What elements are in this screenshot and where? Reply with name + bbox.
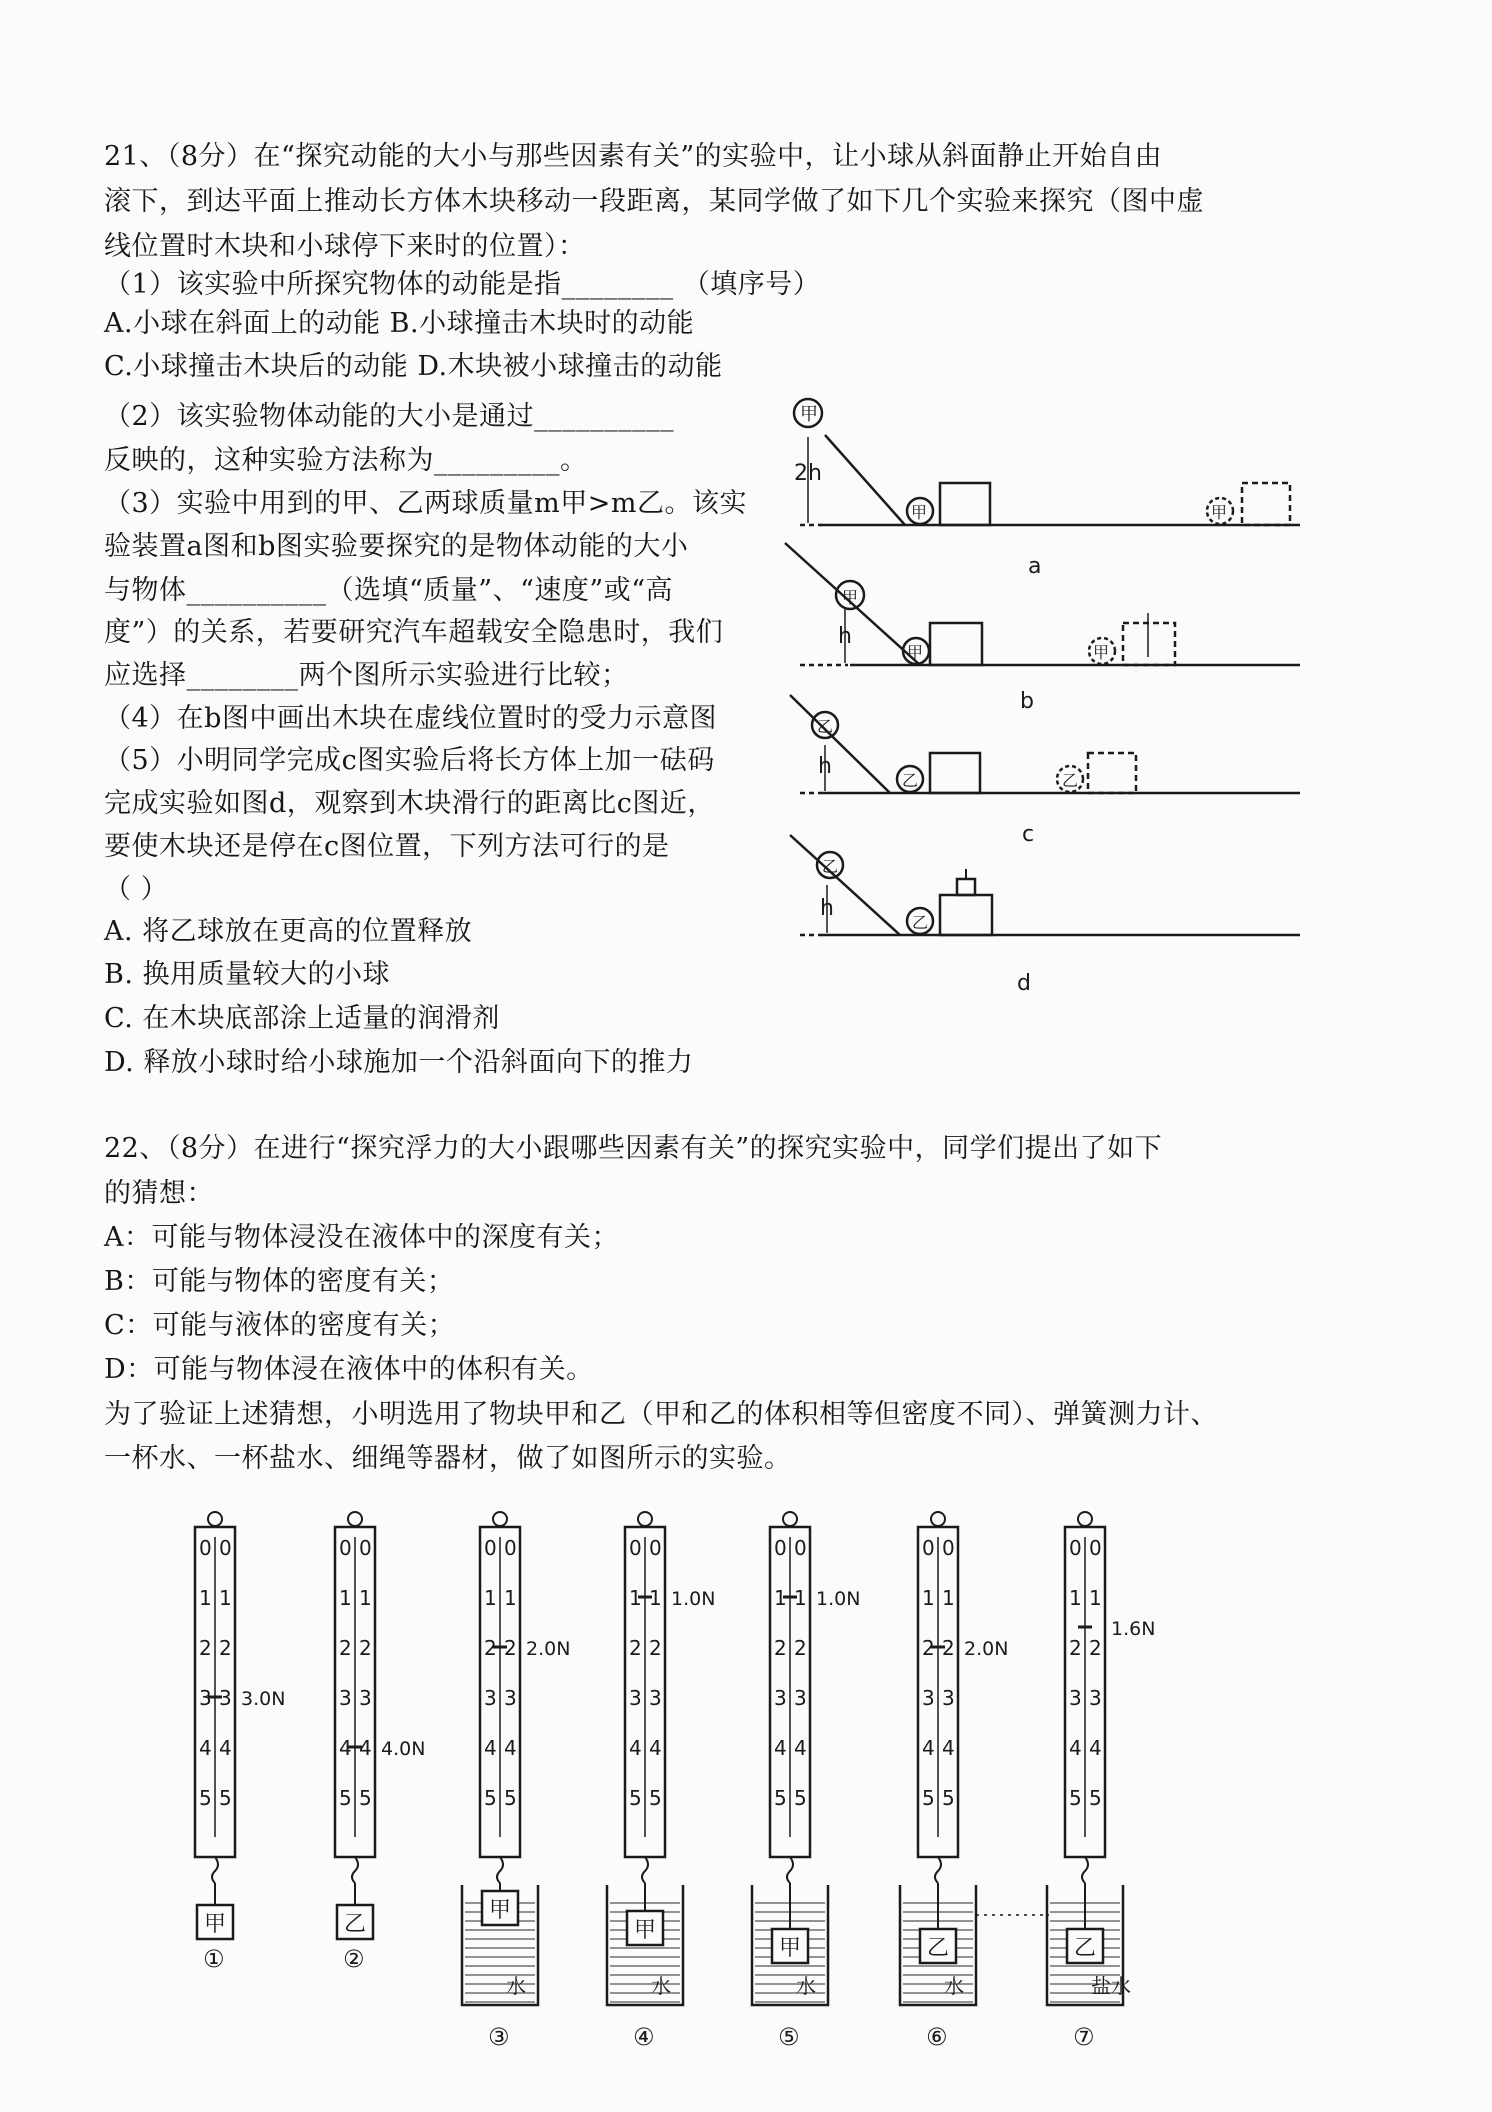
scale-hook-top <box>493 1512 507 1526</box>
ball-label: 乙 <box>822 857 839 876</box>
scale-mark: 5 <box>504 1786 517 1810</box>
height-label: h <box>838 624 852 649</box>
q22-line: B：可能与物体的密度有关； <box>104 1266 455 1297</box>
scale-hook <box>352 1857 358 1883</box>
scale-mark: 5 <box>339 1786 352 1810</box>
scale-mark: 3 <box>629 1686 642 1710</box>
scale-mark: 2 <box>219 1636 232 1660</box>
scale-reading: 2.0N <box>964 1638 1009 1660</box>
scale-mark: 0 <box>942 1536 955 1560</box>
scale-reading: 1.6N <box>1111 1618 1156 1640</box>
q21-line: 反映的，这种实验方法称为_________。 <box>104 445 588 476</box>
scale-mark: 5 <box>794 1786 807 1810</box>
scale-mark: 0 <box>359 1536 372 1560</box>
scale-mark: 0 <box>504 1536 517 1560</box>
scale-hook <box>1082 1857 1088 1883</box>
scale-mark: 2 <box>922 1636 935 1660</box>
liquid-label: 水 <box>506 1974 526 1998</box>
scale-mark: 0 <box>1089 1536 1102 1560</box>
scale-mark: 2 <box>199 1636 212 1660</box>
q21-line: 线位置时木块和小球停下来时的位置）： <box>104 231 586 262</box>
q21-line: 与物体__________（选填“质量”、“速度”或“高 <box>104 575 674 606</box>
scale-hook-top <box>783 1512 797 1526</box>
scale-mark: 4 <box>1089 1736 1102 1760</box>
liquid-label: 盐水 <box>1091 1974 1131 1998</box>
scale-mark: 0 <box>199 1536 212 1560</box>
ball-label: 甲 <box>842 588 859 607</box>
scale-mark: 2 <box>339 1636 352 1660</box>
height-label: 2h <box>794 461 822 486</box>
block-label: 甲 <box>489 1898 512 1923</box>
scale-mark: 2 <box>629 1636 642 1660</box>
scale-mark: 2 <box>359 1636 372 1660</box>
scale-mark: 0 <box>629 1536 642 1560</box>
spring-scale-figure <box>140 1505 1200 2085</box>
scale-mark: 3 <box>794 1686 807 1710</box>
q21-line: （4）在b图中画出木块在虚线位置时的受力示意图 <box>104 703 717 734</box>
scale-mark: 3 <box>504 1686 517 1710</box>
scale-mark: 1 <box>219 1586 232 1610</box>
block-label: 甲 <box>634 1918 657 1943</box>
scale-mark: 2 <box>942 1636 955 1660</box>
q22-line: C：可能与液体的密度有关； <box>104 1310 456 1341</box>
scale-mark: 5 <box>359 1786 372 1810</box>
q21-line: （ ） <box>104 874 169 905</box>
block-label: 乙 <box>1074 1936 1097 1961</box>
scale-mark: 4 <box>199 1736 212 1760</box>
scale-mark: 3 <box>339 1686 352 1710</box>
scale-mark: 1 <box>922 1586 935 1610</box>
block-label: 乙 <box>344 1912 367 1937</box>
scale-hook-top <box>931 1512 945 1526</box>
scale-mark: 0 <box>484 1536 497 1560</box>
height-label: h <box>818 754 832 779</box>
ball-label: 甲 <box>800 404 818 425</box>
scale-mark: 0 <box>794 1536 807 1560</box>
figure-number: ③ <box>488 2023 510 2051</box>
figure-number: ⑥ <box>926 2023 948 2051</box>
q21-line: 21、（8分）在“探究动能的大小与那些因素有关”的实验中，让小球从斜面静止开始自由 <box>104 141 1163 172</box>
scale-mark: 2 <box>504 1636 517 1660</box>
q21-line: C.小球撞击木块后的动能 D.木块被小球撞击的动能 <box>104 351 723 382</box>
ball-label: 甲 <box>1211 503 1228 522</box>
scale-mark: 1 <box>484 1586 497 1610</box>
q21-line: 滚下，到达平面上推动长方体木块移动一段距离，某同学做了如下几个实验来探究（图中虚 <box>104 186 1204 217</box>
liquid-label: 水 <box>651 1974 671 1998</box>
ball-label: 乙 <box>912 913 929 932</box>
q21-line: （5）小明同学完成c图实验后将长方体上加一砝码 <box>104 745 715 776</box>
q21-line: 应选择________两个图所示实验进行比较； <box>104 660 629 691</box>
scale-mark: 0 <box>1069 1536 1082 1560</box>
q22-line: 22、（8分）在进行“探究浮力的大小跟哪些因素有关”的探究实验中，同学们提出了如下 <box>104 1133 1163 1164</box>
figure-number: ① <box>203 1945 225 1973</box>
scale-reading: 1.0N <box>671 1588 716 1610</box>
scale-mark: 4 <box>339 1736 352 1760</box>
scale-mark: 0 <box>922 1536 935 1560</box>
q21-line: （2）该实验物体动能的大小是通过__________ <box>104 401 675 432</box>
diagram-label-d: d <box>1017 971 1031 996</box>
scale-mark: 3 <box>484 1686 497 1710</box>
scale-mark: 4 <box>629 1736 642 1760</box>
scale-mark: 1 <box>339 1586 352 1610</box>
scale-mark: 0 <box>339 1536 352 1560</box>
figure-number: ② <box>343 1945 365 1973</box>
q22-line: 为了验证上述猜想，小明选用了物块甲和乙（甲和乙的体积相等但密度不同）、弹簧测力计、 <box>104 1399 1218 1430</box>
ball-label: 乙 <box>1062 771 1079 790</box>
scale-mark: 3 <box>199 1686 212 1710</box>
scale-mark: 2 <box>1089 1636 1102 1660</box>
scale-mark: 3 <box>359 1686 372 1710</box>
ball-label: 甲 <box>1093 643 1110 662</box>
diagram-label-c: c <box>1022 822 1035 847</box>
q21-line: 完成实验如图d，观察到木块滑行的距离比c图近， <box>104 788 715 819</box>
scale-hook-top <box>1078 1512 1092 1526</box>
scale-mark: 4 <box>649 1736 662 1760</box>
scale-mark: 3 <box>219 1686 232 1710</box>
figure-number: ⑦ <box>1073 2023 1095 2051</box>
scale-hook <box>497 1857 503 1883</box>
scale-mark: 1 <box>1089 1586 1102 1610</box>
scale-mark: 4 <box>484 1736 497 1760</box>
scale-mark: 5 <box>1089 1786 1102 1810</box>
scale-mark: 1 <box>649 1586 662 1610</box>
scale-mark: 0 <box>774 1536 787 1560</box>
q21-line: B. 换用质量较大的小球 <box>104 959 391 990</box>
q21-line: 验装置a图和b图实验要探究的是物体动能的大小 <box>104 531 689 562</box>
scale-mark: 3 <box>649 1686 662 1710</box>
scale-mark: 5 <box>922 1786 935 1810</box>
scale-hook-top <box>348 1512 362 1526</box>
height-label: h <box>820 896 834 921</box>
scale-mark: 1 <box>199 1586 212 1610</box>
q22-line: D：可能与物体浸在液体中的体积有关。 <box>104 1354 594 1385</box>
scale-mark: 4 <box>504 1736 517 1760</box>
scale-mark: 0 <box>649 1536 662 1560</box>
liquid-label: 水 <box>944 1974 964 1998</box>
scale-mark: 5 <box>942 1786 955 1810</box>
scale-mark: 1 <box>504 1586 517 1610</box>
scale-mark: 5 <box>484 1786 497 1810</box>
figure-number: ⑤ <box>778 2023 800 2051</box>
scale-mark: 4 <box>359 1736 372 1760</box>
incline-figure <box>780 395 1320 1005</box>
ball-label: 甲 <box>911 503 928 522</box>
q21-line: D. 释放小球时给小球施加一个沿斜面向下的推力 <box>104 1047 694 1078</box>
diagram-label-a: a <box>1028 554 1042 579</box>
scale-mark: 5 <box>649 1786 662 1810</box>
liquid-label: 水 <box>796 1974 816 1998</box>
scale-mark: 3 <box>1089 1686 1102 1710</box>
q22-line: A：可能与物体浸没在液体中的深度有关； <box>104 1222 619 1253</box>
scale-mark: 1 <box>942 1586 955 1610</box>
scale-mark: 3 <box>942 1686 955 1710</box>
scale-mark: 1 <box>1069 1586 1082 1610</box>
scale-mark: 3 <box>922 1686 935 1710</box>
scale-mark: 2 <box>794 1636 807 1660</box>
scale-hook <box>935 1857 941 1883</box>
q21-line: A. 将乙球放在更高的位置释放 <box>104 916 473 947</box>
scale-mark: 1 <box>629 1586 642 1610</box>
scale-reading: 1.0N <box>816 1588 861 1610</box>
scale-mark: 2 <box>484 1636 497 1660</box>
q22-line: 一杯水、一杯盐水、细绳等器材，做了如图所示的实验。 <box>104 1443 792 1474</box>
block-label: 甲 <box>779 1936 802 1961</box>
ball-label: 甲 <box>907 643 924 662</box>
scale-mark: 1 <box>794 1586 807 1610</box>
scale-mark: 0 <box>219 1536 232 1560</box>
scale-mark: 4 <box>922 1736 935 1760</box>
q21-line: （1）该实验中所探究物体的动能是指________ （填序号） <box>104 269 821 300</box>
scale-mark: 3 <box>1069 1686 1082 1710</box>
scale-mark: 4 <box>774 1736 787 1760</box>
scale-mark: 4 <box>1069 1736 1082 1760</box>
scale-mark: 5 <box>1069 1786 1082 1810</box>
scale-mark: 4 <box>942 1736 955 1760</box>
figure-number: ④ <box>633 2023 655 2051</box>
scale-reading: 2.0N <box>526 1638 571 1660</box>
q21-line: （3）实验中用到的甲、乙两球质量m甲>m乙。该实 <box>104 488 748 519</box>
scale-mark: 2 <box>1069 1636 1082 1660</box>
scale-reading: 4.0N <box>381 1738 426 1760</box>
scale-reading: 3.0N <box>241 1688 286 1710</box>
q21-line: C. 在木块底部涂上适量的润滑剂 <box>104 1003 500 1034</box>
scale-mark: 5 <box>199 1786 212 1810</box>
incline-diagram <box>780 395 1320 1005</box>
scale-mark: 2 <box>774 1636 787 1660</box>
scale-mark: 3 <box>774 1686 787 1710</box>
ball-label: 乙 <box>902 771 919 790</box>
q21-line: 度”）的关系，若要研究汽车超载安全隐患时，我们 <box>104 617 724 648</box>
diagram-label-b: b <box>1020 689 1034 714</box>
scale-mark: 5 <box>774 1786 787 1810</box>
scale-hook <box>212 1857 218 1883</box>
scale-hook <box>642 1857 648 1883</box>
scale-mark: 4 <box>219 1736 232 1760</box>
block-label: 乙 <box>927 1936 950 1961</box>
scale-mark: 1 <box>774 1586 787 1610</box>
scale-hook-top <box>208 1512 222 1526</box>
block-label: 甲 <box>204 1912 227 1937</box>
scale-hook <box>787 1857 793 1883</box>
ball-label: 乙 <box>817 717 834 736</box>
q21-line: A.小球在斜面上的动能 B.小球撞击木块时的动能 <box>104 308 695 339</box>
scale-hook-top <box>638 1512 652 1526</box>
scale-mark: 1 <box>359 1586 372 1610</box>
spring-scale-diagram <box>140 1505 1200 2085</box>
scale-mark: 5 <box>219 1786 232 1810</box>
scale-mark: 2 <box>649 1636 662 1660</box>
q21-line: 要使木块还是停在c图位置，下列方法可行的是 <box>104 831 670 862</box>
scale-mark: 5 <box>629 1786 642 1810</box>
q22-line: 的猜想： <box>104 1178 214 1209</box>
scale-mark: 4 <box>794 1736 807 1760</box>
